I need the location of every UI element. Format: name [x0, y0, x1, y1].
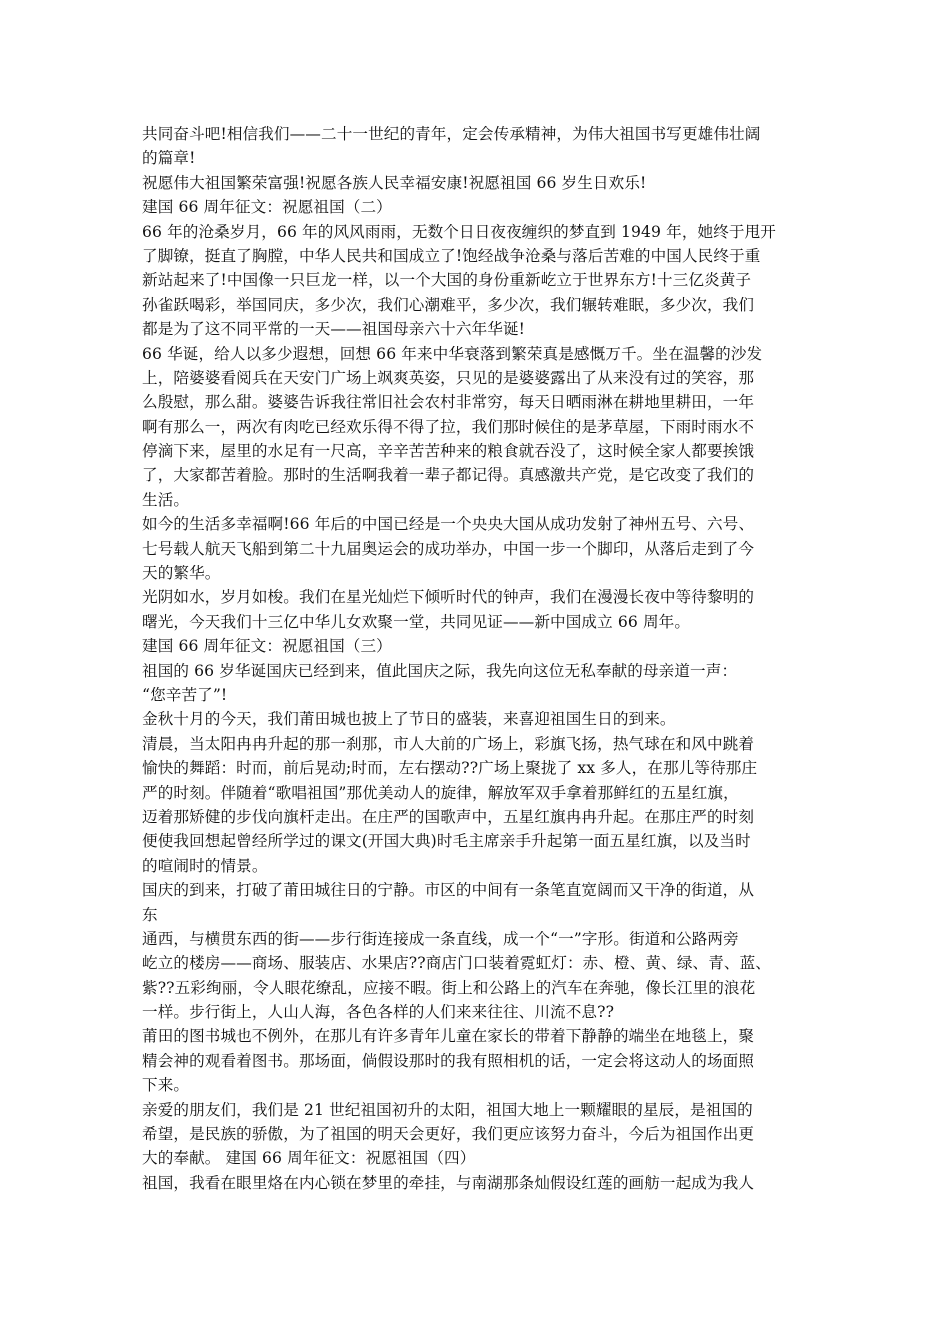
- text-line: 么殷慰，那么甜。婆婆告诉我往常旧社会农村非常穷，每天日晒雨淋在耕地里耕田，一年: [142, 393, 755, 412]
- text-line: 新站起来了!中国像一只巨龙一样，以一个大国的身份重新屹立于世界东方!十三亿炎黄子: [142, 271, 752, 290]
- text-line: 祝愿伟大祖国繁荣富强!祝愿各族人民幸福安康!祝愿祖国 66 岁生日欢乐!: [142, 173, 647, 192]
- text-line: 孙雀跃喝彩，举国同庆，多少次，我们心潮难平，多少次，我们辗转难眠，多少次，我们: [142, 295, 755, 314]
- text-line: 大的奉献。 建国 66 周年征文：祝愿祖国（四）: [142, 1149, 476, 1168]
- text-line: 共同奋斗吧!相信我们——二十一世纪的青年，定会传承精神，为伟大祖国书写更雄伟壮阔: [142, 125, 761, 143]
- text-line: 天的繁华。: [142, 564, 221, 583]
- text-line: 国庆的到来，打破了莆田城往日的宁静。市区的中间有一条笔直宽阔而又干净的街道，从: [142, 881, 755, 900]
- text-line: 愉快的舞蹈：时而，前后晃动;时而，左右摆动??广场上聚拢了 xx 多人，在那儿等待那庄: [142, 759, 758, 778]
- text-line: 光阴如水，岁月如梭。我们在星光灿烂下倾听时代的钟声，我们在漫漫长夜中等待黎明的: [142, 588, 755, 607]
- text-line: 曙光，今天我们十三亿中华儿女欢聚一堂，共同见证——新中国成立 66 周年。: [142, 612, 691, 631]
- document-page: [142, 122, 814, 1195]
- text-line: 的喧闹时的情景。: [142, 856, 268, 875]
- text-line: 啊有那么一，两次有肉吃已经欢乐得不得了拉，我们那时候住的是茅草屋，下雨时雨水不: [142, 417, 755, 436]
- text-line: 便使我回想起曾经所学过的课文(开国大典)时毛主席亲手升起第一面五星红旗，以及当时: [142, 832, 751, 851]
- text-line: 屹立的楼房——商场、服装店、水果店??商店门口装着霓虹灯：赤、橙、黄、绿、青、蓝、: [142, 954, 771, 973]
- text-line: 了，大家都苦着脸。那时的生活啊我着一辈子都记得。真感激共产党，是它改变了我们的: [142, 466, 755, 485]
- text-line: 通西，与横贯东西的街——步行街连接成一条直线，成一个“一”字形。街道和公路两旁: [142, 929, 739, 948]
- text-line: 金秋十月的今天，我们莆田城也披上了节日的盛装，来喜迎祖国生日的到来。: [142, 710, 676, 729]
- text-line: 的篇章!: [142, 149, 196, 168]
- text-line: 一样。步行街上，人山人海，各色各样的人们来来往往、川流不息??: [142, 1003, 615, 1022]
- section-heading: 建国 66 周年征文：祝愿祖国（三）: [142, 637, 392, 656]
- text-line: 迈着那矫健的步伐向旗杆走出。在庄严的国歌声中，五星红旗冉冉升起。在那庄严的时刻: [142, 807, 755, 826]
- text-line: 祖国的 66 岁华诞国庆已经到来，值此国庆之际，我先向这位无私奉献的母亲道一声：: [142, 661, 738, 680]
- text-line: 生活。: [142, 490, 190, 509]
- text-line: 紫??五彩绚丽，令人眼花缭乱，应接不暇。街上和公路上的汽车在奔驰，像长江里的浪花: [142, 978, 756, 997]
- text-line: 七号载人航天飞船到第二十九届奥运会的成功举办，中国一步一个脚印，从落后走到了今: [142, 539, 755, 558]
- text-line: 祖国，我看在眼里烙在内心锁在梦里的牵挂，与南湖那条灿假设红莲的画舫一起成为我人: [142, 1173, 755, 1192]
- text-line: 都是为了这不同平常的一天——祖国母亲六十六年华诞!: [142, 320, 526, 339]
- text-line: 停滴下来，屋里的水足有一尺高，辛辛苦苦种来的粮食就吞没了，这时候全家人都要挨饿: [142, 442, 755, 461]
- text-line: 66 华诞，给人以多少遐想，回想 66 年来中华衰落到繁荣真是感慨万千。坐在温馨的沙发: [142, 344, 763, 363]
- text-line: 亲爱的朋友们，我们是 21 世纪祖国初升的太阳，祖国大地上一颗耀眼的星辰，是祖国的: [142, 1100, 753, 1119]
- text-line: 66 年的沧桑岁月，66 年的风风雨雨，无数个日日夜夜缠织的梦直到 1949 年，她终于甩开: [142, 222, 776, 241]
- text-line: “您辛苦了”!: [142, 685, 228, 704]
- text-line: 东: [142, 905, 158, 924]
- text-line: 精会神的观看着图书。那场面，倘假设那时的我有照相机的话，一定会将这动人的场面照: [142, 1051, 755, 1070]
- text-line: 莆田的图书城也不例外，在那儿有许多青年儿童在家长的带着下静静的端坐在地毯上，聚: [142, 1027, 755, 1046]
- text-line: 下来。: [142, 1076, 190, 1095]
- text-line: 上，陪婆婆看阅兵在天安门广场上飒爽英姿，只见的是婆婆露出了从来没有过的笑容，那: [142, 368, 755, 387]
- text-line: 如今的生活多幸福啊!66 年后的中国已经是一个央央大国从成功发射了神州五号、六号、: [142, 515, 755, 534]
- text-line: 了脚镣，挺直了胸膛，中华人民共和国成立了!饱经战争沧桑与落后苦难的中国人民终于重: [142, 246, 761, 265]
- section-heading: 建国 66 周年征文：祝愿祖国（二）: [142, 198, 392, 217]
- text-line: 希望，是民族的骄傲，为了祖国的明天会更好，我们更应该努力奋斗，今后为祖国作出更: [142, 1125, 755, 1144]
- text-line: 清晨，当太阳冉冉升起的那一刹那，市人大前的广场上，彩旗飞扬，热气球在和风中跳着: [142, 734, 755, 753]
- text-line: 严的时刻。伴随着“歌唱祖国”那优美动人的旋律，解放军双手拿着那鲜红的五星红旗，: [142, 783, 739, 802]
